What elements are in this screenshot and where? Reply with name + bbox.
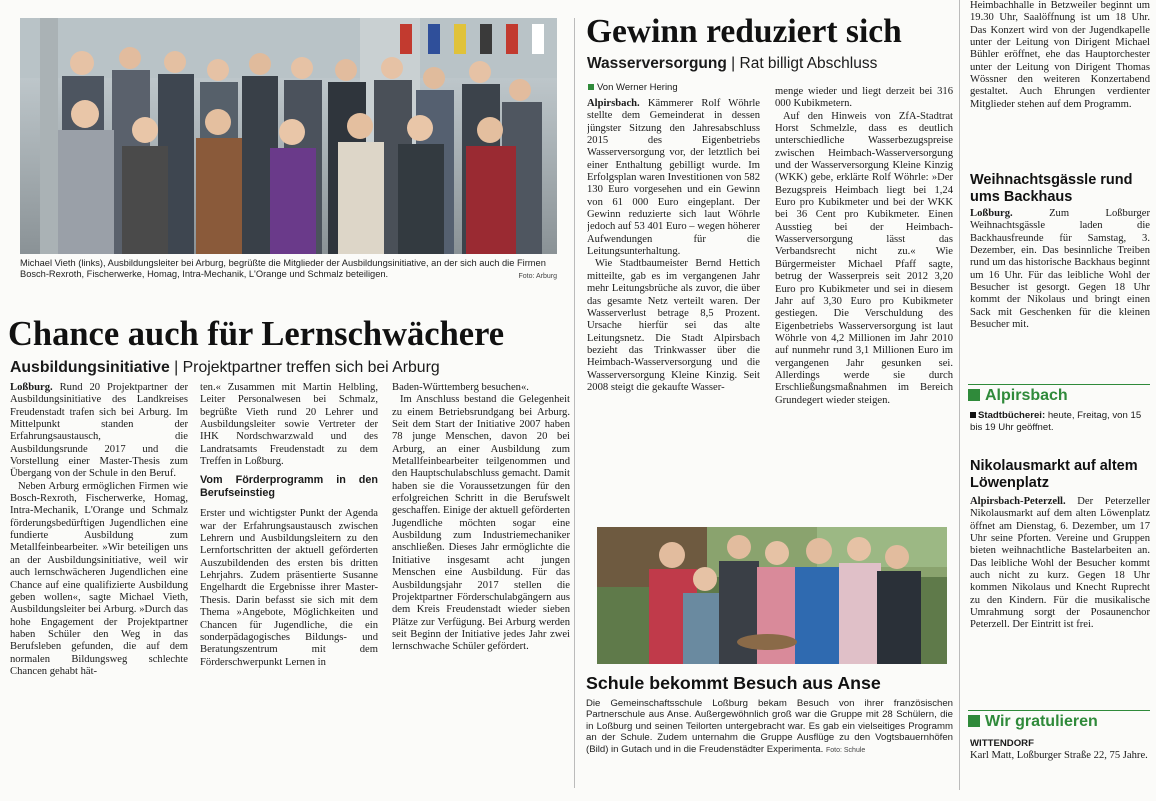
training-column-2	[200, 382, 378, 787]
headline-market: Nikolausmarkt auf altem Löwenplatz	[970, 458, 1138, 491]
section-congrats	[968, 710, 1150, 731]
dateline-water: Alpirsbach.	[587, 98, 640, 109]
gaessle-body: Zum Loßburger Weihnachtsgässle laden die Backhausfreunde für Samstag, 3. Dezember, ein. Das besinnliche Treiben rund um das historische Backhaus beginnt um 16 Uhr. Für das leibliche Wohl der Besucher ist gesorgt. Gegen 18 Uhr kommt der Nikolaus und bringt einen Sack mit Geschenken für die kleinen Besucher mit.	[970, 208, 1150, 331]
headline-school: Schule bekommt Besuch aus Anse	[586, 673, 881, 693]
water-column-2	[775, 86, 953, 506]
water-col2-p1: menge wieder und liegt derzeit bei 316 000 Kubikmetern.	[775, 86, 953, 110]
section-square-icon-2	[968, 715, 980, 727]
column-rule-left	[574, 18, 575, 788]
concert-text	[970, 0, 1150, 160]
kicker-water: Wasserversorgung	[587, 55, 727, 72]
dateline-market: Alpirsbach-Peterzell.	[970, 496, 1066, 507]
byline-text: Von Werner Hering	[597, 82, 678, 93]
section-congrats-label: Wir gratulieren	[985, 713, 1098, 730]
school-credit: Foto: Schule	[825, 746, 866, 754]
subheadline-training	[10, 358, 565, 377]
school-text	[586, 698, 953, 755]
congrats-text	[970, 750, 1150, 780]
school-photo-illustration	[597, 527, 947, 664]
photo-credit: Foto: Arburg	[518, 273, 557, 281]
market-text	[970, 496, 1150, 692]
section-alpirsbach	[968, 384, 1150, 405]
group-photo	[20, 18, 557, 254]
library-note	[970, 410, 1150, 446]
headline-gaessle: Weihnachtsgässle rund ums Backhaus	[970, 172, 1133, 205]
training-col3-p2: Im Anschluss bestand die Gelegenheit zu einem Betriebsrundgang bei Arburg. Seit dem Start der Initiative 2007 haben 78 junge Menschen, davon 20 bei Arburg, an einer Ausbildung zum Metallfeinbearbeiter teilgenommen und den Hauptschulabschluss gemacht. Damit haben sie die Voraussetzungen für den erfolgreichen Schritt in die Berufswelt geschaffen. Einige der aktuell geförderten Jugendliche möchten sogar eine Ausbildung zum Industriemechaniker anschließen. Dieses Jahr ermöglichte die Initiative insgesamt acht jungen Menschen eine Ausbildung. Für das Ausbildungsjahr 2017 stellen die Projektpartner Förderschulabgängern aus dem Kreis Freudenstadt wieder sieben Plätze zur Verfügung. Bei Arburg werden seit Beginn der Initiative jedes Jahr zwei lernschwache Schüler gefördert.	[392, 394, 570, 653]
training-column-3	[392, 382, 570, 787]
group-photo-illustration	[20, 18, 557, 254]
market-body: Der Peterzeller Nikolausmarkt auf dem alten Löwenplatz öffnet am Dienstag, 6. Dezember, um 17 Uhr seine Pforten. Vereine und Gruppen bieten weihnachtliche Bastelarbeiten an. Das leibliche Wohl der Besucher kommt auch nicht zu kurz. Gegen 18 Uhr kommen Nikolaus und Knecht Ruprecht zu den Kindern. Für die musikalische Umrahmung sorgt der Posaunenchor Peterzell. Der Eintritt ist frei.	[970, 496, 1150, 631]
training-col2-p2: Erster und wichtigster Punkt der Agenda war der Erfahrungsaustausch zwischen Lehrern und Ausbildungsleitern zu den Lernfortschritten der aktuell geförderten Auszubildenden des ersten bis dritten Lehrjahrs. Zudem präsentierte Susanne Engelhardt die Ergebnisse ihrer Master-Thesis. Darin befasst sie sich mit dem Thema »Angebote, Möglichkeiten und Chancen für Jugendliche, die ein sonderpädagogisches Bildungs- und Beratungszentrum mit dem Förderschwerpunkt Lernen in	[200, 508, 378, 668]
section-alpirsbach-label: Alpirsbach	[985, 387, 1068, 404]
headline-training: Chance auch für Lernschwächere	[8, 315, 505, 353]
dateline-gaessle: Loßburg.	[970, 208, 1013, 219]
library-label: Stadtbücherei:	[978, 410, 1046, 421]
byline-water	[588, 82, 758, 93]
water-col2-p2: Auf den Hinweis von ZfA-Stadtrat Horst Schmelzle, dass es deutlich unterschiedliche Wasserbezugspreise zwischen Heimbach-Wasserversorgung und der Wasserversorgung Kleine Kinzig (WKK) gebe, erklärte Rolf Wöhrle: »Der Bezugspreis Heimbach liegt bei 1,24 Euro pro Kubikmeter und bei der WKK bei 36 Cent pro Kubikmeter. Einen Ausstieg bei der Heimbach-Wasserversorgung lässt das Verbandsrecht nicht zu.« Wie Bürgermeister Michael Pfaff sagte, betrug der Wasserpreis seit 2012 3,20 Euro pro Kubikmeter und sei in diesem Jahr auf 3,30 Euro pro Kubikmeter gestiegen. Die Verschuldung des Eigenbetriebs Wasserversorgung ist laut Wöhrle von 4,2 Millionen im Jahr 2010 auf nunmehr rund 3,1 Millionen Euro im vergangenen Jahr gesunken sei. Allerdings werde sie durch Erschließungsmaßnahmen im Bereich Grundegert wieder steigen.	[775, 110, 953, 406]
kicker-divider-water: |	[731, 55, 740, 72]
training-col2-p1: ten.« Zusammen mit Martin Helbling, Leiter Personalwesen bei Schmalz, begrüßte Vieth rund 20 Lehrer und Ausbildungsleiter sowie Vertreter der IHK Nordschwarzwald und des Landratsamts Freudenstadt zu dem Treffen in Loßburg.	[200, 382, 378, 468]
column-rule-right	[959, 0, 960, 790]
caption-text: Michael Vieth (links), Ausbildungsleiter bei Arburg, begrüßte die Mitglieder der Ausbildungsinitiative, an der sich auch die Firmen Bosch-Rexroth, Fischerwerke, Homag, Intra-Mechanik, L'Orange und Schmalz beteiligen.	[20, 258, 546, 280]
library-text: heute, Freitag, von 15 bis 19 Uhr geöffnet.	[970, 410, 1142, 433]
training-column-1	[10, 382, 188, 787]
water-col1-p1: Kämmerer Rolf Wöhrle stellte dem Gemeinderat in dessen jüngster Sitzung den Jahresabschluss 2015 des Eigenbetriebs Wasserversorgung vor, der letztlich bei einer Enthaltung gebilligt wurde. Im Erfolgsplan waren Investitionen von 582 130 Euro vorgesehen und ein Gewinn von 61 000 Euro eingeplant. Der Gewinn reduzierte sich laut Wöhrle jedoch auf 53 401 Euro – wegen höherer Aufwendungen für die Leitungsunterhaltung.	[587, 98, 760, 258]
training-subhead: Vom Förderprogramm in den Berufseinstieg	[200, 474, 378, 500]
concert-body: Heimbachhalle in Betzweiler beginnt um 19.30 Uhr, Saalöffnung ist um 18 Uhr. Das Konzert wird von der Jugendkapelle unter der Leitung von Dirigent Michael Bühler eröffnet, ehe das Hauptorchester unter der Leitung von Dirigent Thomas Wössner den weiteren Konzertabend gestaltet. Auch Ehrungen verdienter Mitglieder stehen auf dem Programm.	[970, 0, 1150, 110]
subheadline-water	[587, 55, 957, 73]
congrats-body: Karl Matt, Loßburger Straße 22, 75 Jahre.	[970, 750, 1148, 761]
byline-square-icon	[588, 84, 594, 90]
water-column-1	[587, 98, 760, 506]
congrats-place: WITTENDORF	[970, 738, 1034, 749]
subheadline-water-text: Rat billigt Abschluss	[739, 55, 878, 72]
gaessle-text	[970, 208, 1150, 360]
dateline-training: Loßburg.	[10, 382, 53, 393]
training-col1-p1: Rund 20 Projektpartner der Ausbildungsinitiative des Landkreises Freudenstadt trafen sich bei Arburg. Im Mittelpunkt standen der Erfahrungsaustausch, die Ausbildungsrunde 2017 und die Vorstellung einer Master-Thesis zum Übergang von der Schule in den Beruf.	[10, 382, 188, 480]
library-square-icon	[970, 412, 976, 418]
photo-caption	[20, 258, 557, 294]
training-col3-p1: Baden-Württemberg besuchen«.	[392, 382, 529, 393]
section-square-icon	[968, 389, 980, 401]
training-col1-p2: Neben Arburg ermöglichen Firmen wie Bosch-Rexroth, Fischerwerke, Homag, Intra-Mechanik, L'Orange und Schmalz förderungsbedürftigen Jugendlichen eine fundierte Ausbildung zum Metallfeinbearbeiter. »Wir beteiligen uns an der Ausbildungsinitiative, weil wir auch lernschwächeren Jugendlichen eine Chance auf eine qualifizierte Ausbildung geben wollen«, sagte Michael Vieth, Ausbildungsleiter bei Arburg. »Durch das hohe Engagement der Projektpartner haben Schüler den Weg in das Berufsleben gefunden, die auf dem normalen Bildungsweg schlechte Chancen gehabt hät-	[10, 480, 188, 677]
subheadline-training-text: Projektpartner treffen sich bei Arburg	[182, 359, 440, 376]
school-body: Die Gemeinschaftsschule Loßburg bekam Besuch von ihrer französischen Partnerschule aus Anse. Außergewöhnlich groß war die Gruppe mit 28 Schülern, die in Loßburg und seinen Teilorten untergebracht war. Es gab ein vielseitiges Programm an der Schule. Zudem unternahm die Gruppe Ausflüge zu den Vogtsbauernhöfen (Bild) in Gutach und in die Freudenstädter Experimenta.	[586, 698, 953, 755]
water-col1-p2: Wie Stadtbaumeister Bernd Hettich mitteilte, gab es im vergangenen Jahr mehr Leitungsbrüche als zuvor, die über das gesamte Netz verteilt waren. Der Wasserverlust betrage 8,5 Prozent. Ursache hierfür sei das alte Leitungsnetz. Die Stadt Alpirsbach bezieht das Trinkwasser über die Heimbach-Wasserversorgung und die Wasserversorgung Kleine Kinzig. Seit 2008 steigt die gekaufte Wasser-	[587, 258, 760, 393]
school-photo	[597, 527, 947, 664]
kicker-divider: |	[174, 359, 183, 376]
kicker-training: Ausbildungsinitiative	[10, 359, 170, 376]
headline-water: Gewinn reduziert sich	[586, 13, 902, 50]
